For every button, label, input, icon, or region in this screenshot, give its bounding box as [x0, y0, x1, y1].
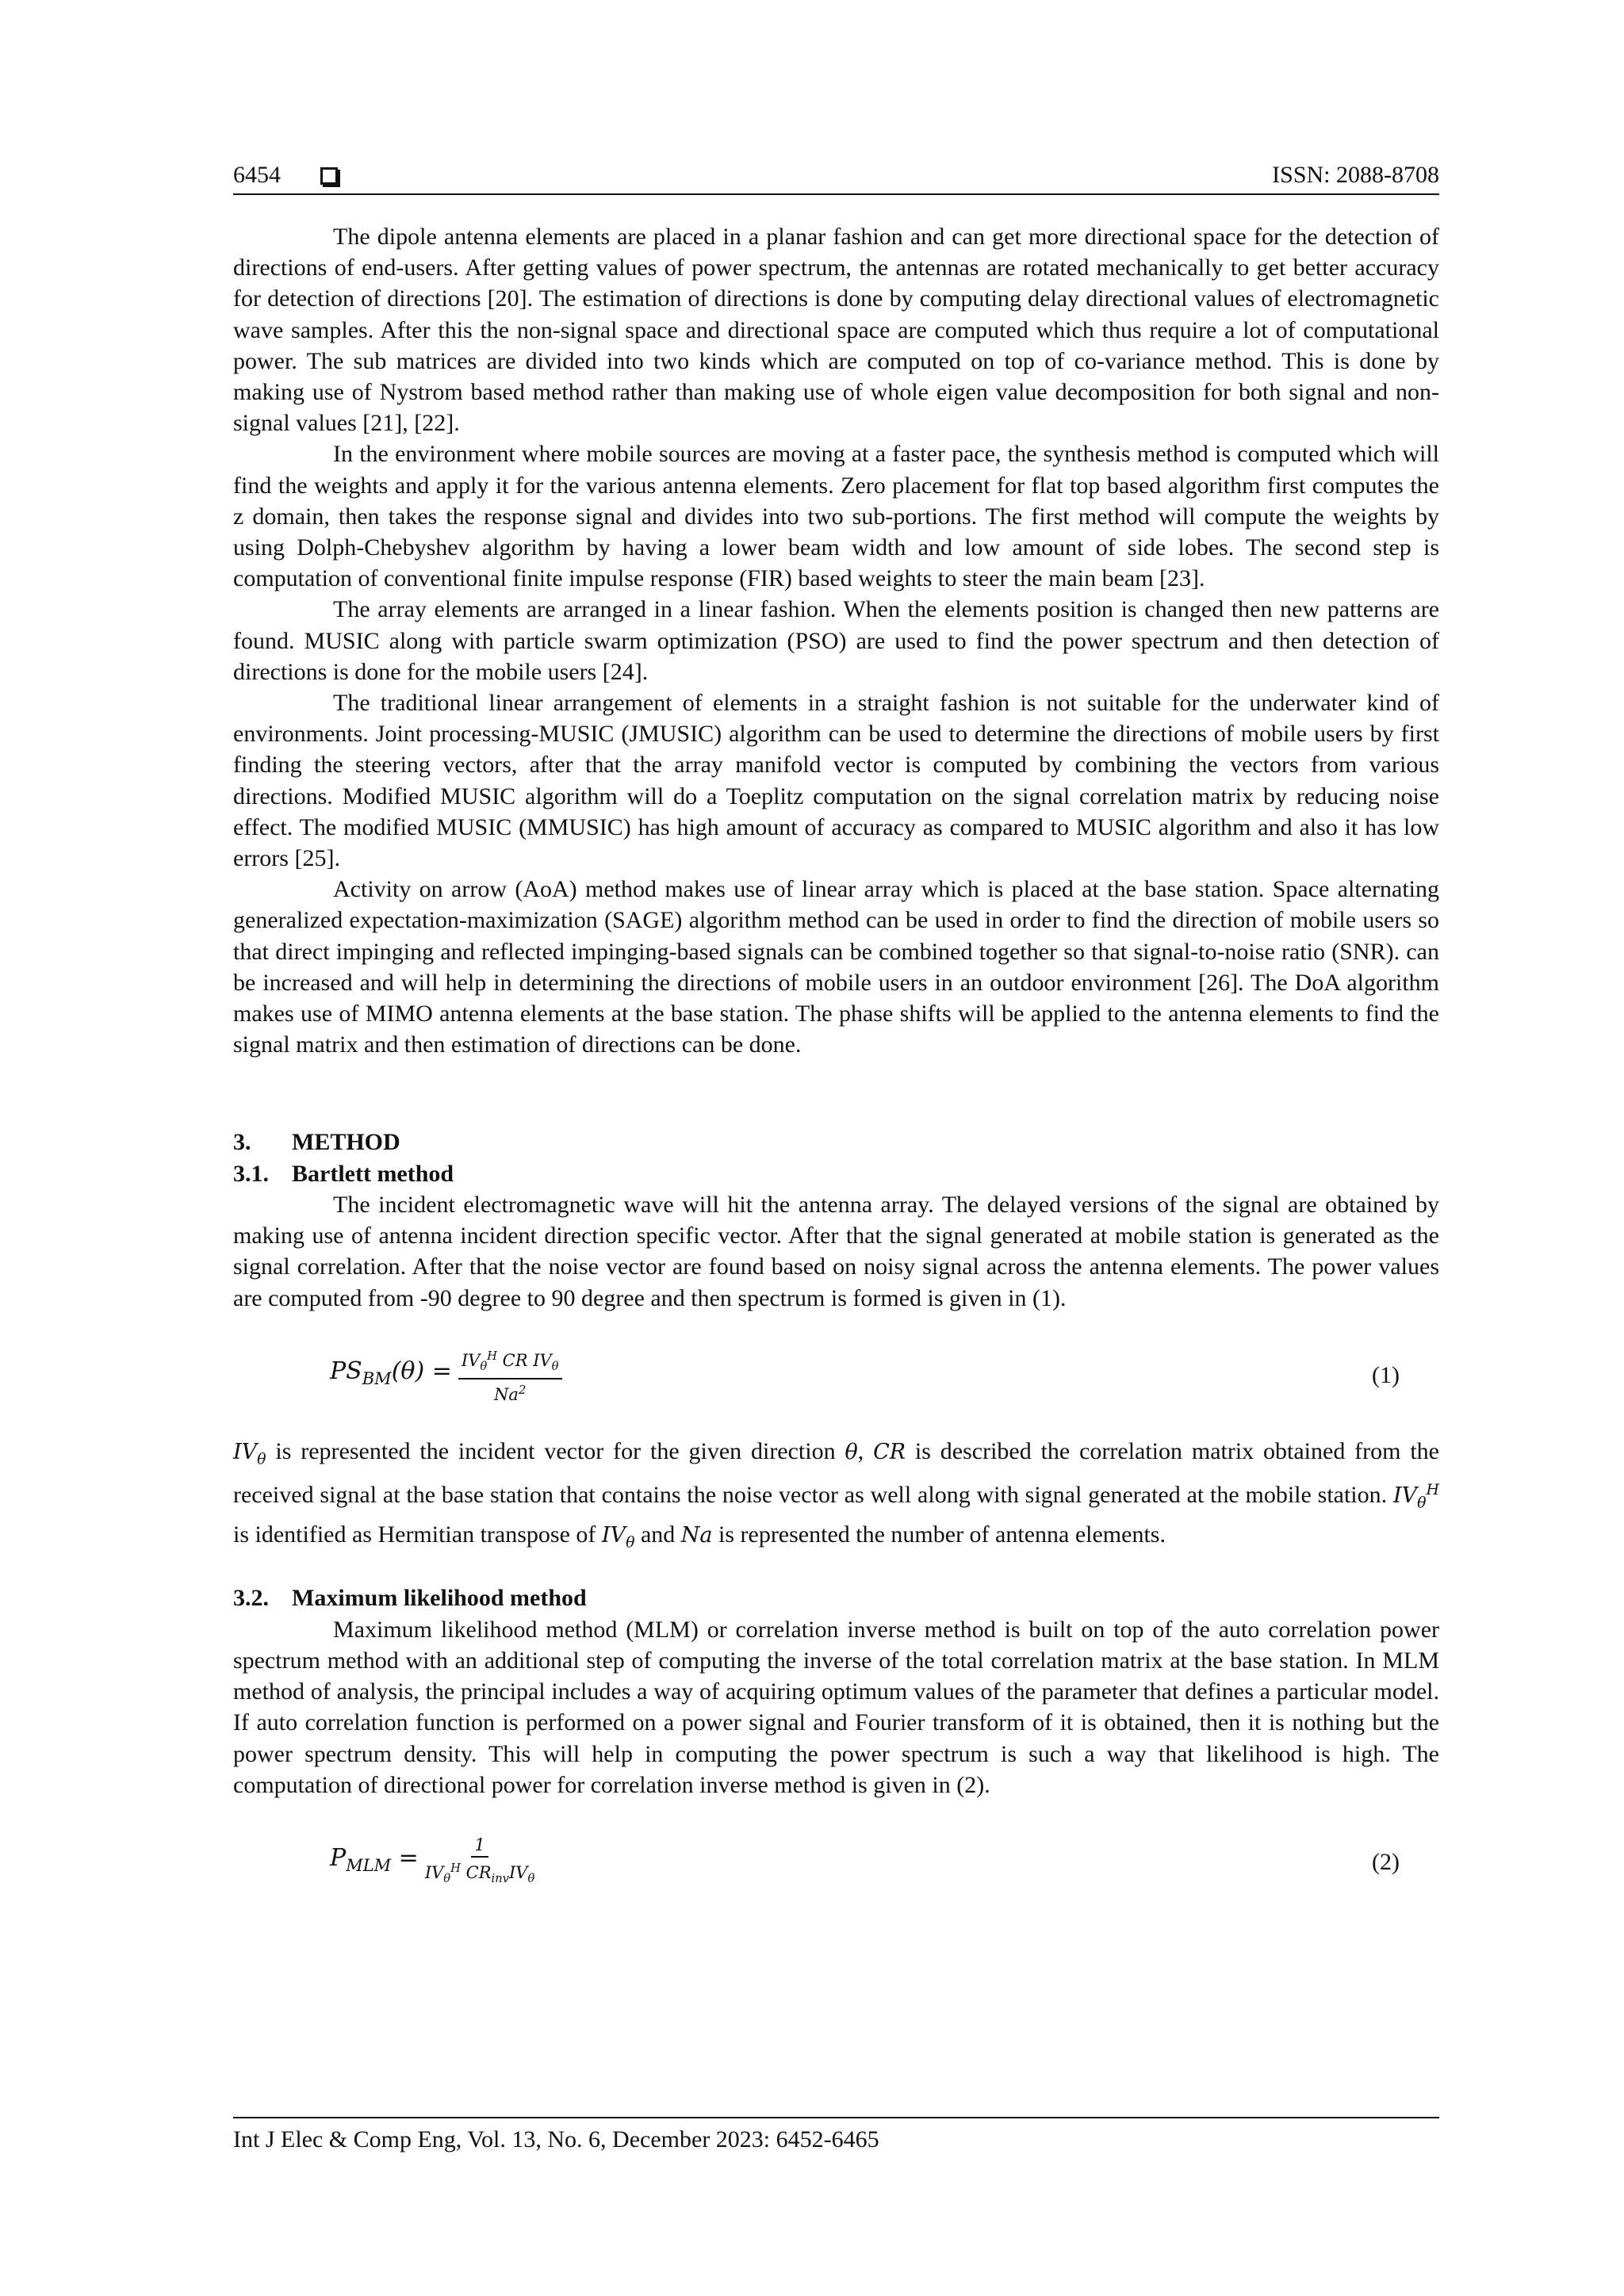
equation-2	[233, 1824, 1439, 1900]
paragraph: The dipole antenna elements are placed in a planar fashion and can get more directional space for the detection of directions of end-users. After getting values of power spectrum, the antennas are rotated mechanically to get better accuracy for detection of directions [20]. The estimation of directions is done by computing delay directional values of electromagnetic wave samples. After this the non-signal space and directional space are computed which thus require a lot of computational power. The sub matrices are divided into two kinds which are computed on top of co-variance method. This is done by making use of Nystrom based method rather than making use of whole eigen value decomposition for both signal and non-signal values [21], [22].	[233, 224, 1439, 437]
paragraph: Activity on arrow (AoA) method makes use of linear array which is placed at the base station. Space alternating generalized expectation-maximization (SAGE) algorithm method can be used in order to find the direction of mobile users so that direct impinging and reflected impinging-based signals can be combined together so that signal-to-noise ratio (SNR). can be increased and will help in determining the directions of mobile users in an outdoor environment [26]. The DoA algorithm makes use of MIMO antenna elements at the base station. The phase shifts will be applied to the antenna elements to find the signal matrix and then estimation of directions can be done.	[233, 876, 1439, 1058]
footer-rule	[233, 2117, 1439, 2118]
section-heading: 3. METHOD	[233, 1129, 400, 1156]
equation-2-number: (2)	[1372, 1849, 1400, 1876]
page-body	[233, 221, 1439, 1923]
equation-1	[233, 1337, 1439, 1414]
subsection-heading: 3.2. Maximum likelihood method	[233, 1585, 587, 1612]
page-number: 6454	[233, 162, 281, 188]
page-header	[233, 155, 1439, 195]
paragraph: The incident electromagnetic wave will hit the antenna array. The delayed versions of the signal are obtained by making use of antenna incident direction specific vector. After that the signal generated at mobile station is generated as the signal correlation. After that the noise vector are found based on noisy signal across the antenna elements. The power values are computed from -90 degree to 90 degree and then spectrum is formed is given in (1).	[233, 1191, 1439, 1311]
paragraph: The array elements are arranged in a linear fashion. When the elements position is changed then new patterns are found. MUSIC along with particle swarm optimization (PSO) are used to find the power spectrum and then detection of directions is done for the mobile users [24].	[233, 596, 1439, 685]
checkbox-square-icon	[320, 167, 338, 185]
paragraph: In the environment where mobile sources are moving at a faster pace, the synthesis method is computed which will find the weights and apply it for the various antenna elements. Zero placement for flat top based algorithm first computes the z domain, then takes the response signal and divides into two sub-portions. The first method will compute the weights by using Dolph-Chebyshev algorithm by having a lower beam width and low amount of side lobes. The second step is computation of conventional finite impulse response (FIR) based weights to steer the main beam [23].	[233, 441, 1439, 592]
paragraph: Maximum likelihood method (MLM) or correlation inverse method is built on top of the auto correlation power spectrum method with an additional step of computing the inverse of the total correlation matrix at the base station. In MLM method of analysis, the principal includes a way of acquiring optimum values of the parameter that defines a particular model. If auto correlation function is performed on a power signal and Fourier transform of it is obtained, then it is nothing but the power spectrum density. This will help in computing the power spectrum is such a way that likelihood is high. The computation of directional power for correlation inverse method is given in (2).	[233, 1616, 1439, 1798]
header-rule	[233, 193, 1439, 195]
journal-footer: Int J Elec & Comp Eng, Vol. 13, No. 6, December 2023: 6452-6465	[233, 2126, 879, 2152]
paragraph: $IV_\theta$ is represented the incident vector for the given direction θ, CR is described the correlation matrix obtained from the received signal at the base station that contains the noise vector as well along with signal generated at the mobile station. $IV_\theta^H$ is identified as Hermitian transpose of $IV_\theta$ and Na is represented the number of antenna elements.	[233, 1437, 1439, 1552]
equation-2-formula: $P_{MLM}$ = $\frac{1}{IV_\theta^H CR_{inv}IV_\theta}$	[330, 1835, 535, 1886]
equation-1-formula: $PS_{BM}(\theta)$ = $\frac{IV_\theta^H CR IV_\theta}{Na^2}$	[330, 1347, 562, 1404]
subsection-heading: 3.1. Bartlett method	[233, 1160, 454, 1187]
equation-1-number: (1)	[1372, 1362, 1400, 1389]
paragraph: The traditional linear arrangement of elements in a straight fashion is not suitable for the underwater kind of environments. Joint processing-MUSIC (JMUSIC) algorithm can be used to determine the directions of mobile users by first finding the steering vectors, after that the array manifold vector is computed by combining the vectors from various directions. Modified MUSIC algorithm will do a Toeplitz computation on the signal correlation matrix by reducing noise effect. The modified MUSIC (MMUSIC) has high amount of accuracy as compared to MUSIC algorithm and also it has low errors [25].	[233, 690, 1439, 872]
issn-label: ISSN: 2088-8708	[1272, 162, 1439, 188]
